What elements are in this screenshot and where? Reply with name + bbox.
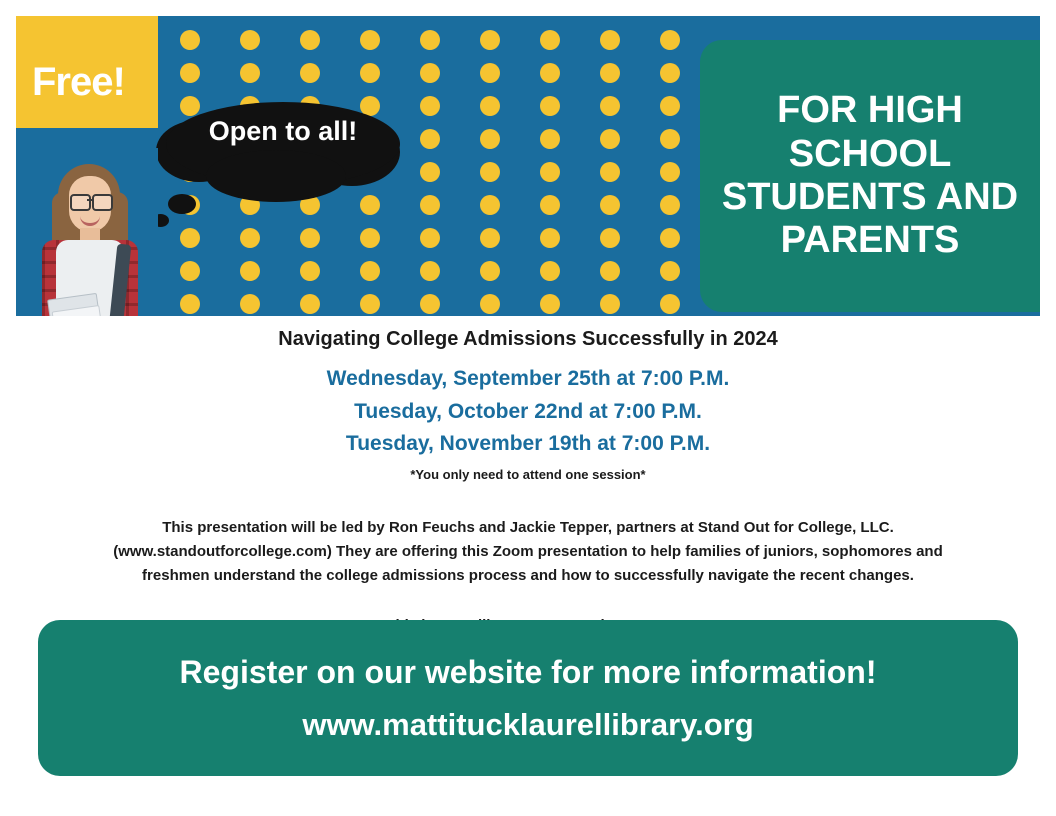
registration-callout-heading: Register on our website for more information! xyxy=(179,653,877,690)
polka-dot xyxy=(360,294,380,314)
polka-dot xyxy=(660,63,680,83)
polka-dot xyxy=(300,63,320,83)
polka-dot xyxy=(180,63,200,83)
top-banner xyxy=(16,16,1040,316)
polka-dot xyxy=(660,261,680,281)
polka-dot xyxy=(360,63,380,83)
main-content xyxy=(0,318,1056,634)
audience-panel xyxy=(700,40,1040,312)
polka-dot xyxy=(180,261,200,281)
polka-dot xyxy=(420,96,440,116)
polka-dot xyxy=(660,30,680,50)
polka-dot xyxy=(660,228,680,248)
polka-dot xyxy=(540,261,560,281)
polka-dot xyxy=(540,228,560,248)
student-glasses-right xyxy=(92,194,113,211)
polka-dot xyxy=(660,96,680,116)
polka-dot xyxy=(540,63,560,83)
polka-dot xyxy=(420,195,440,215)
polka-dot xyxy=(660,129,680,149)
polka-dot xyxy=(540,162,560,182)
polka-dot xyxy=(420,129,440,149)
polka-dot xyxy=(240,261,260,281)
session-list xyxy=(0,363,1056,461)
student-glasses-left xyxy=(70,194,91,211)
event-headline: Navigating College Admissions Successfully in 2024 xyxy=(278,328,778,350)
polka-dot xyxy=(480,63,500,83)
polka-dot xyxy=(420,30,440,50)
polka-dot xyxy=(600,162,620,182)
polka-dot xyxy=(360,261,380,281)
polka-dot xyxy=(420,294,440,314)
polka-dot xyxy=(480,129,500,149)
polka-dot xyxy=(300,294,320,314)
polka-dot xyxy=(480,294,500,314)
thought-bubble xyxy=(144,102,414,252)
session-date: Wednesday, September 25th at 7:00 P.M. xyxy=(326,367,730,390)
library-website-link[interactable]: www.mattitucklaurellibrary.org xyxy=(302,706,754,742)
polka-dot xyxy=(600,96,620,116)
polka-dot xyxy=(600,228,620,248)
polka-dot xyxy=(240,63,260,83)
polka-dot xyxy=(480,96,500,116)
polka-dot xyxy=(660,294,680,314)
polka-dot xyxy=(240,30,260,50)
polka-dot xyxy=(600,129,620,149)
polka-dot xyxy=(540,30,560,50)
thought-bubble-lobe-bottom xyxy=(206,150,346,202)
polka-dot xyxy=(180,294,200,314)
polka-dot xyxy=(480,162,500,182)
registration-callout[interactable] xyxy=(38,620,1018,776)
polka-dot xyxy=(600,30,620,50)
thought-bubble-tail-large xyxy=(168,194,196,214)
polka-dot xyxy=(300,261,320,281)
polka-dot xyxy=(180,30,200,50)
polka-dot xyxy=(540,195,560,215)
polka-dot xyxy=(300,30,320,50)
polka-dot xyxy=(660,195,680,215)
polka-dot xyxy=(600,195,620,215)
session-date: Tuesday, October 22nd at 7:00 P.M. xyxy=(354,399,702,423)
student-photo xyxy=(16,148,158,316)
polka-dot xyxy=(480,228,500,248)
session-date: Tuesday, November 19th at 7:00 P.M. xyxy=(345,432,711,456)
polka-dot xyxy=(360,30,380,50)
polka-dot xyxy=(240,294,260,314)
polka-dot xyxy=(540,294,560,314)
polka-dot xyxy=(420,162,440,182)
polka-dot xyxy=(660,162,680,182)
polka-dot xyxy=(420,63,440,83)
student-glasses-bridge xyxy=(87,199,92,201)
session-note: *You only need to attend one session* xyxy=(410,466,646,482)
polka-dot xyxy=(420,261,440,281)
polka-dot xyxy=(540,96,560,116)
polka-dot xyxy=(480,30,500,50)
free-badge-label: Free! xyxy=(32,60,125,104)
polka-dot xyxy=(600,294,620,314)
event-description: This presentation will be led by Ron Feuchs and Jackie Tepper, partners at Stand Out for College, LLC. (www.standoutforcollege.com) They are offering this Zoom presentation to help families of juniors, sophomores and freshmen understand the college admissions process and how to successfully navigate the recent changes. xyxy=(113,518,943,585)
thought-bubble-label: Open to all! xyxy=(208,116,358,146)
polka-dot xyxy=(600,63,620,83)
audience-panel-label: FOR HIGH SCHOOL STUDENTS AND PARENTS xyxy=(721,89,1019,262)
polka-dot xyxy=(540,129,560,149)
polka-dot xyxy=(420,228,440,248)
polka-dot xyxy=(480,261,500,281)
free-badge xyxy=(16,16,158,128)
polka-dot xyxy=(480,195,500,215)
polka-dot xyxy=(600,261,620,281)
